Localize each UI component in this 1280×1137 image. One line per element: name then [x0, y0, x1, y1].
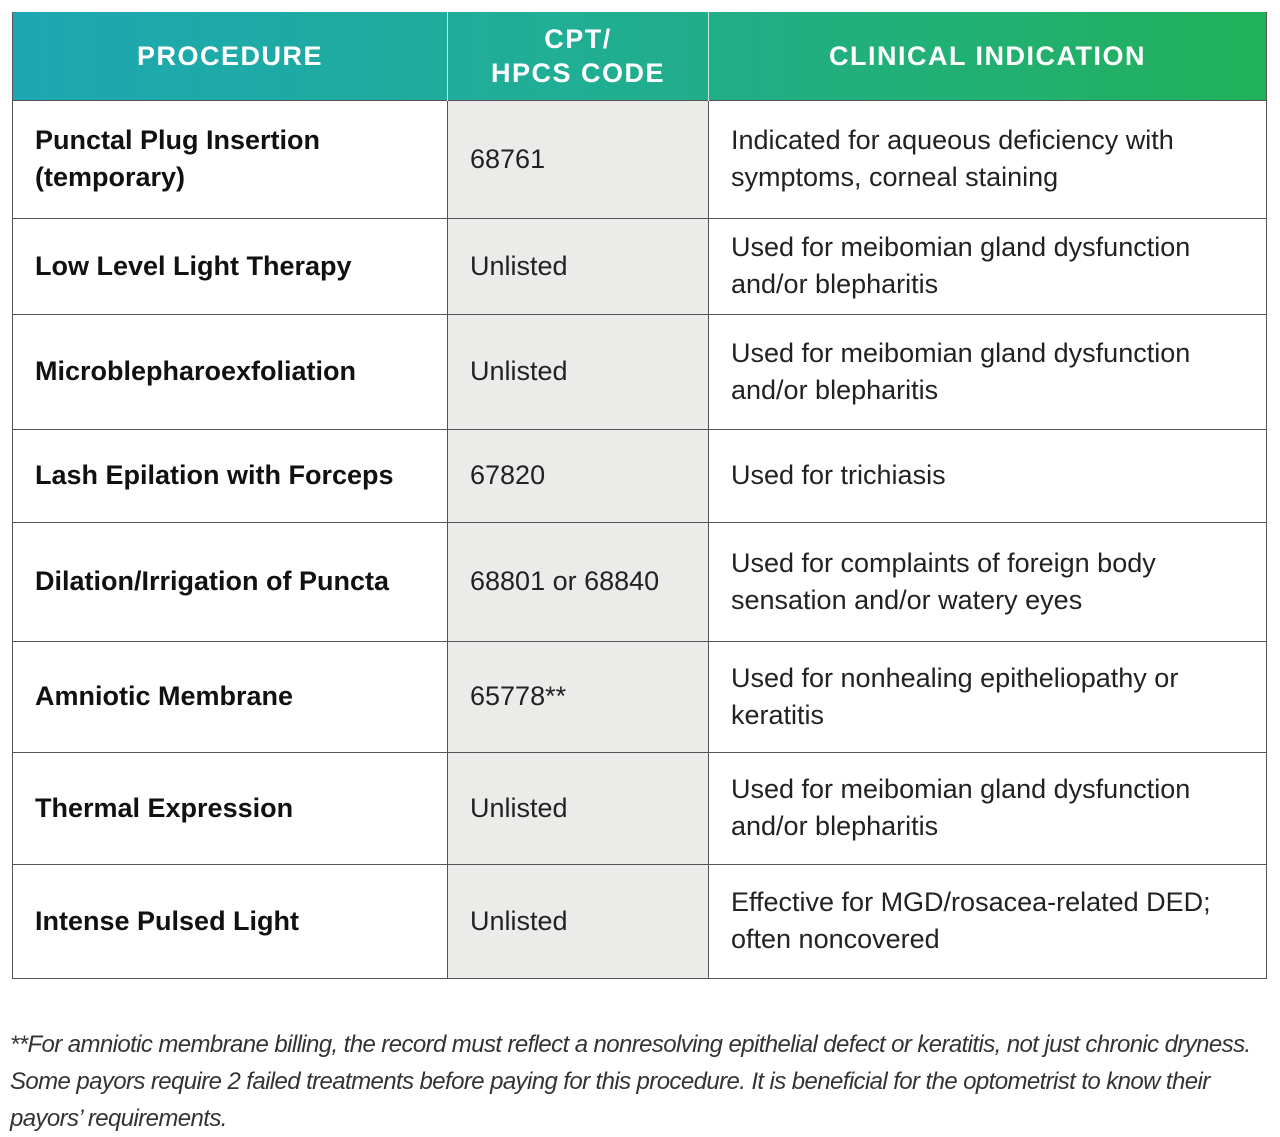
procedure-cell: Intense Pulsed Light	[13, 864, 448, 978]
table-row	[13, 864, 1267, 978]
indication-text-cont: often noncovered	[731, 924, 940, 954]
indication-text-cont: and/or blepharitis	[731, 374, 939, 405]
procedure-code-table-container	[12, 12, 1266, 979]
indication-cell	[709, 864, 1267, 978]
table-row	[13, 752, 1267, 864]
code-cell: Unlisted	[448, 314, 709, 429]
code-cell: Unlisted	[448, 864, 709, 978]
indication-cell	[709, 314, 1267, 429]
indication-text-cont: symptoms, corneal staining	[731, 162, 1059, 192]
procedure-cell	[13, 100, 448, 218]
header-code-line2: HPCS CODE	[490, 57, 666, 88]
table-row	[13, 314, 1267, 429]
table-row	[13, 218, 1267, 314]
table-row	[13, 100, 1267, 218]
header-code-line1: CPT/	[544, 23, 612, 54]
indication-text: Used for complaints of foreign body	[731, 547, 1156, 578]
indication-cell	[709, 100, 1267, 218]
code-cell: Unlisted	[448, 752, 709, 864]
indication-text: Indicated for aqueous deficiency with	[731, 125, 1174, 155]
header-code	[448, 12, 709, 100]
procedure-name-detail: (temporary)	[35, 162, 186, 192]
code-cell: Unlisted	[448, 218, 709, 314]
procedure-cell: Amniotic Membrane	[13, 641, 448, 752]
procedure-code-table	[12, 12, 1267, 979]
indication-text: Effective for MGD/rosacea-related DED;	[731, 887, 1211, 917]
code-cell: 65778**	[448, 641, 709, 752]
indication-text: Used for nonhealing epitheliopathy or	[731, 662, 1179, 693]
code-cell: 68761	[448, 100, 709, 218]
indication-text-cont: and/or blepharitis	[731, 811, 939, 841]
table-row	[13, 429, 1267, 522]
procedure-cell: Low Level Light Therapy	[13, 218, 448, 314]
procedure-name: Punctal Plug Insertion	[35, 125, 321, 155]
header-indication: CLINICAL INDICATION	[709, 12, 1267, 100]
indication-text-cont: and/or blepharitis	[731, 269, 939, 299]
procedure-cell: Microblepharoexfoliation	[13, 314, 448, 429]
procedure-cell: Lash Epilation with Forceps	[13, 429, 448, 522]
procedure-cell: Thermal Expression	[13, 752, 448, 864]
table-row	[13, 641, 1267, 752]
indication-cell: Used for trichiasis	[709, 429, 1267, 522]
indication-cell	[709, 752, 1267, 864]
indication-text: Used for meibomian gland dysfunction	[731, 232, 1191, 262]
table-row	[13, 522, 1267, 641]
indication-cell	[709, 641, 1267, 752]
table-header-row	[13, 12, 1267, 100]
code-cell: 68801 or 68840	[448, 522, 709, 641]
code-cell: 67820	[448, 429, 709, 522]
indication-cell	[709, 522, 1267, 641]
indication-text: Used for meibomian gland dysfunction	[731, 774, 1191, 804]
procedure-cell: Dilation/Irrigation of Puncta	[13, 522, 448, 641]
indication-cell	[709, 218, 1267, 314]
header-procedure: PROCEDURE	[13, 12, 448, 100]
indication-text: Used for meibomian gland dysfunction	[731, 337, 1191, 368]
indication-text-cont: keratitis	[731, 699, 825, 730]
indication-text-cont: sensation and/or watery eyes	[731, 584, 1083, 615]
footnote: **For amniotic membrane billing, the record must reflect a nonresolving epithelial defect or keratitis, not just chronic dryness. Some payors require 2 failed treatments before paying for this procedure. It is beneficial for the optometrist to know their payors’ requirements.	[10, 1031, 1251, 1132]
